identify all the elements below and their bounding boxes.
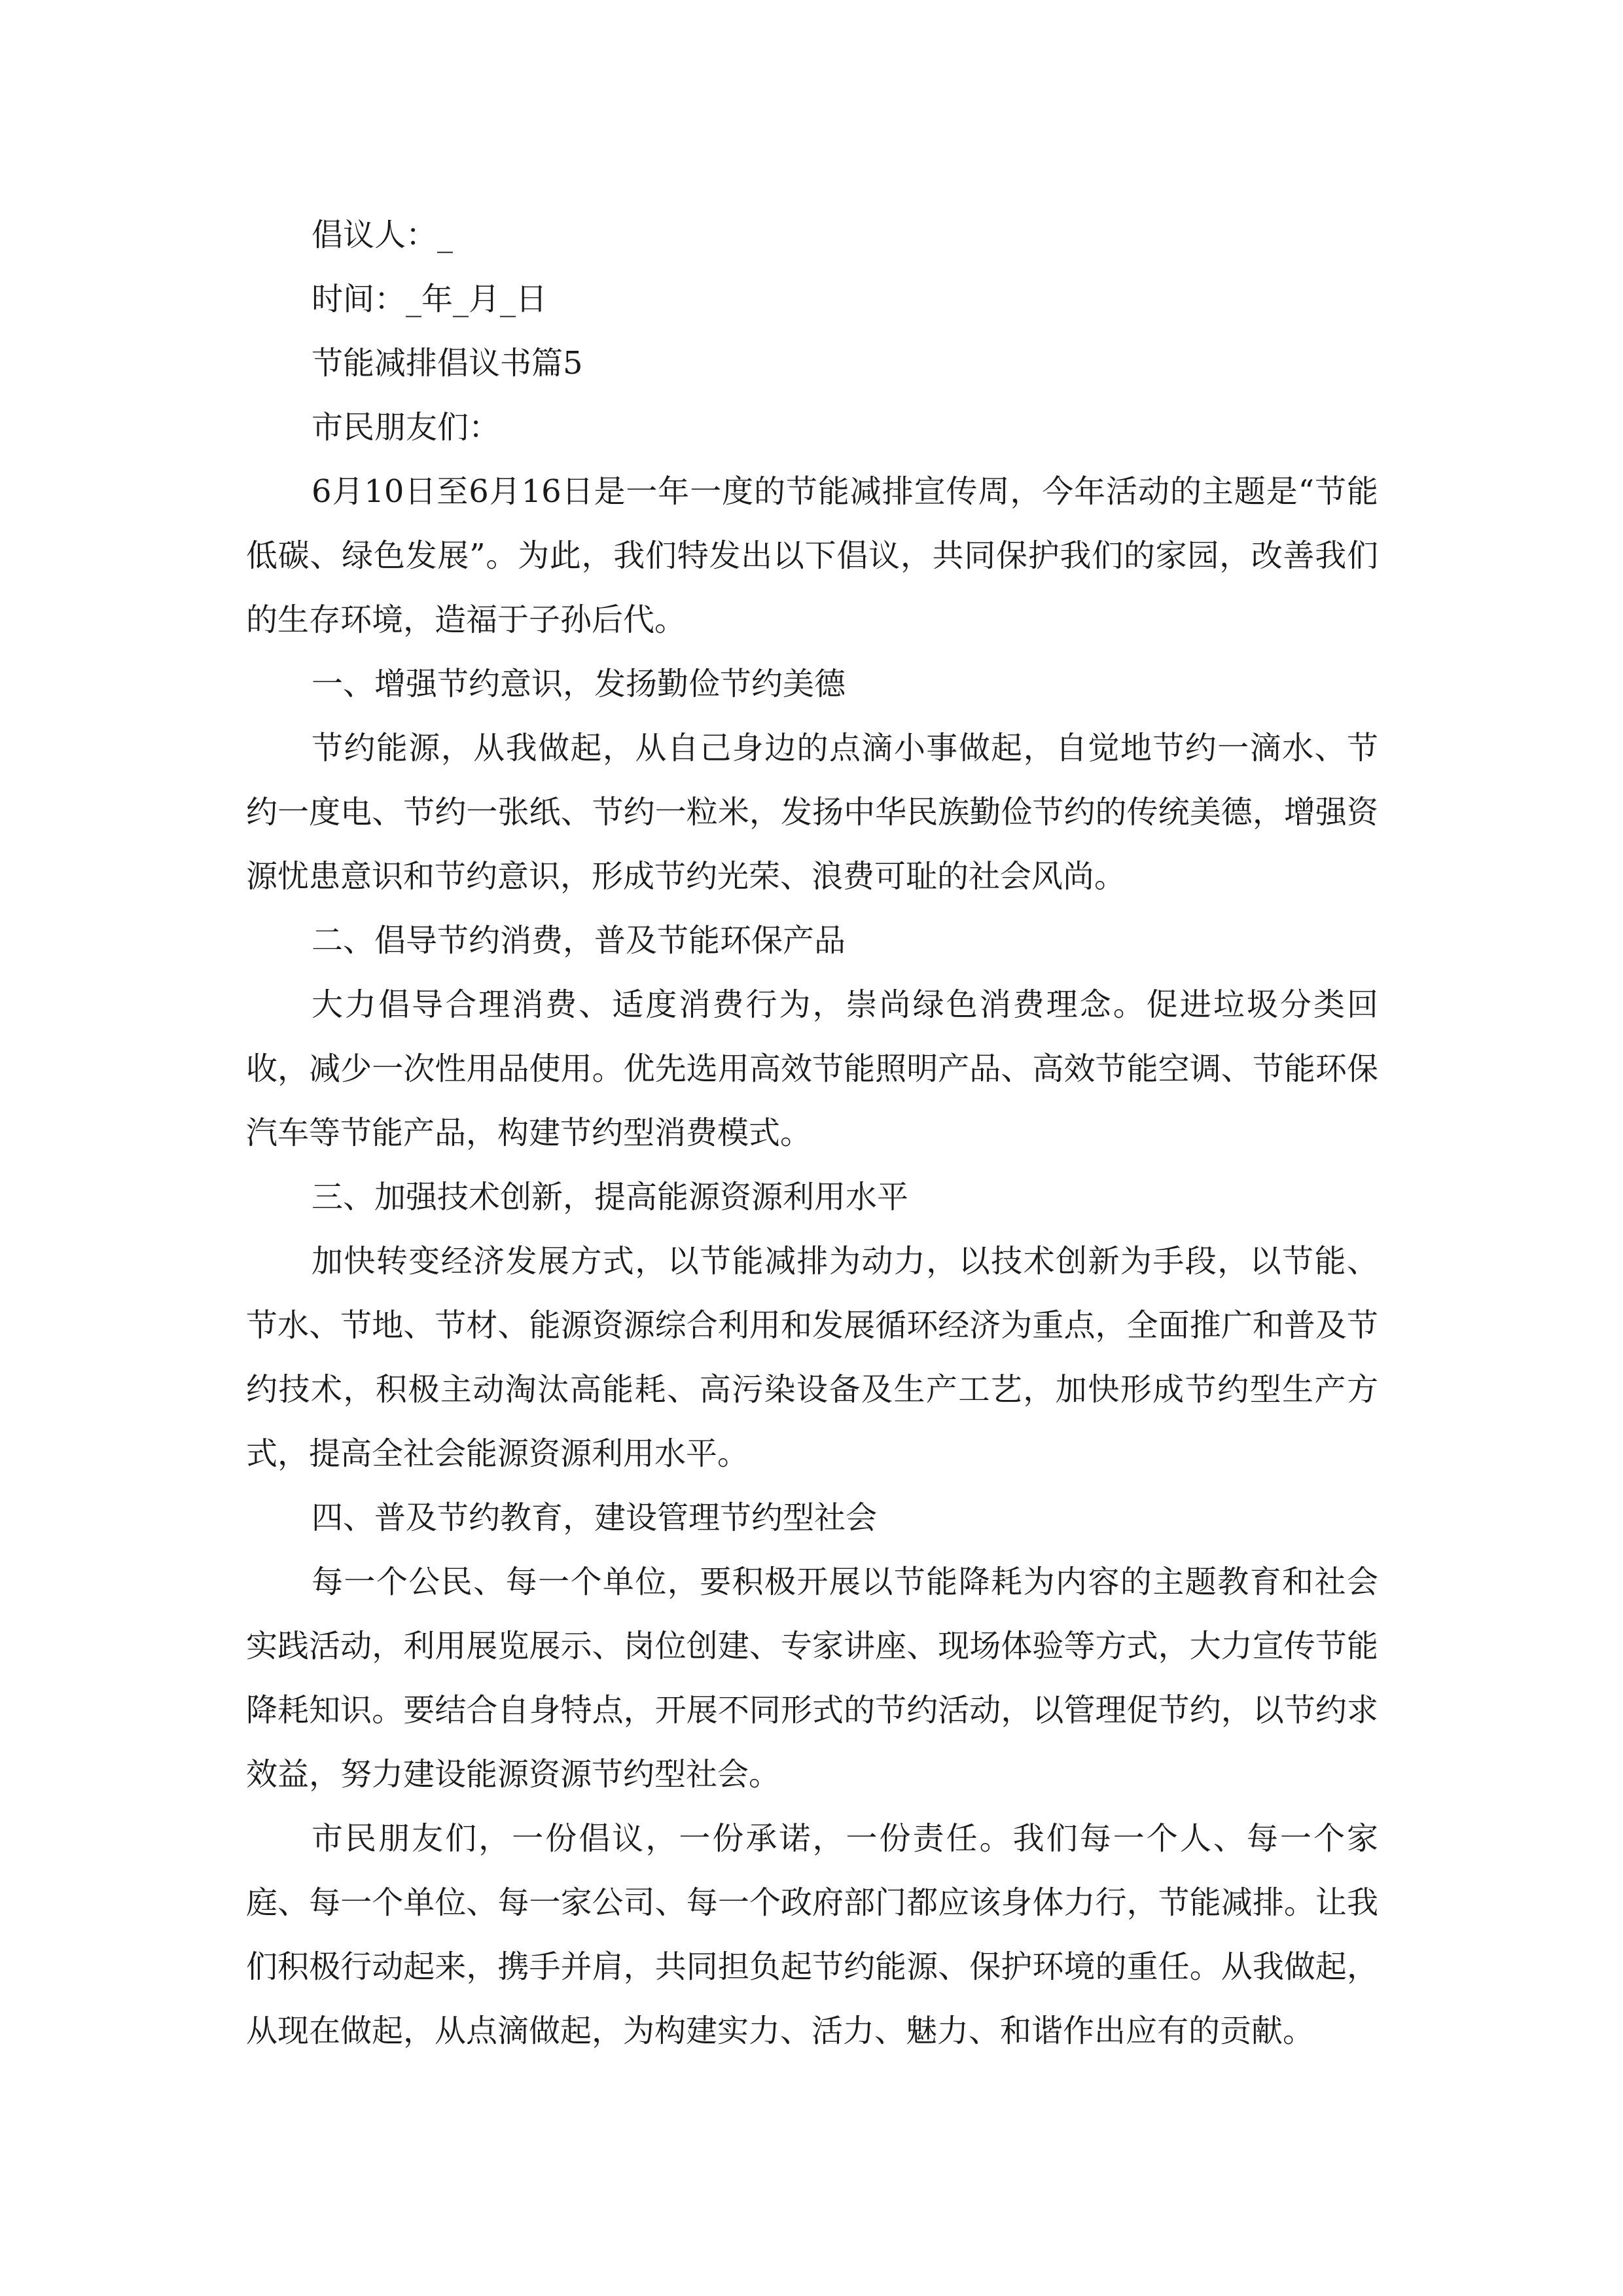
closing-paragraph: 市民朋友们，一份倡议，一份承诺，一份责任。我们每一个人、每一个家庭、每一个单位、每一家公司、每一个政府部门都应该身体力行，节能减排。让我们积极行动起来，携手并肩，共同担负起节约能源、保护环境的重任。从我做起，从现在做起，从点滴做起，为构建实力、活力、魅力、和谐作出应有的贡献。 [246, 1820, 1378, 2049]
document-body [246, 203, 1378, 2063]
item-body: 大力倡导合理消费、适度消费行为，崇尚绿色消费理念。促进垃圾分类回收，减少一次性用品使用。优先选用高效节能照明产品、高效节能空调、节能环保汽车等节能产品，构建节约型消费模式。 [246, 986, 1378, 1151]
item-heading: 三、加强技术创新，提高能源资源利用水平 [312, 1179, 909, 1215]
item-body: 加快转变经济发展方式，以节能减排为动力，以技术创新为手段，以节能、节水、节地、节材、能源资源综合利用和发展循环经济为重点，全面推广和普及节约技术，积极主动淘汰高能耗、高污染设备及生产工艺，加快形成节约型生产方式，提高全社会能源资源利用水平。 [246, 1243, 1378, 1472]
item-body: 每一个公民、每一个单位，要积极开展以节能降耗为内容的主题教育和社会实践活动，利用展览展示、岗位创建、专家讲座、现场体验等方式，大力宣传节能降耗知识。要结合自身特点，开展不同形式的节约活动，以管理促节约，以节约求效益，努力建设能源资源节约型社会。 [246, 1564, 1378, 1793]
section-title: 节能减排倡议书篇5 [312, 345, 583, 382]
item-heading: 一、增强节约意识，发扬勤俭节约美德 [312, 666, 846, 702]
item-heading: 二、倡导节约消费，普及节能环保产品 [312, 922, 846, 959]
item-body: 节约能源，从我做起，从自己身边的点滴小事做起，自觉地节约一滴水、节约一度电、节约一张纸、节约一粒米，发扬中华民族勤俭节约的传统美德，增强资源忧患意识和节约意识，形成节约光荣、浪费可耻的社会风尚。 [246, 730, 1378, 895]
item-heading: 四、普及节约教育，建设管理节约型社会 [312, 1499, 878, 1536]
proposer-line: 倡议人：_ [312, 217, 454, 253]
salutation: 市民朋友们： [312, 409, 501, 446]
intro-paragraph: 6月10日至6月16日是一年一度的节能减排宣传周，今年活动的主题是“节能低碳、绿色发展”。为此，我们特发出以下倡议，共同保护我们的家园，改善我们的生存环境，造福于子孙后代。 [246, 473, 1378, 638]
date-line: 时间：_年_月_日 [312, 281, 548, 317]
